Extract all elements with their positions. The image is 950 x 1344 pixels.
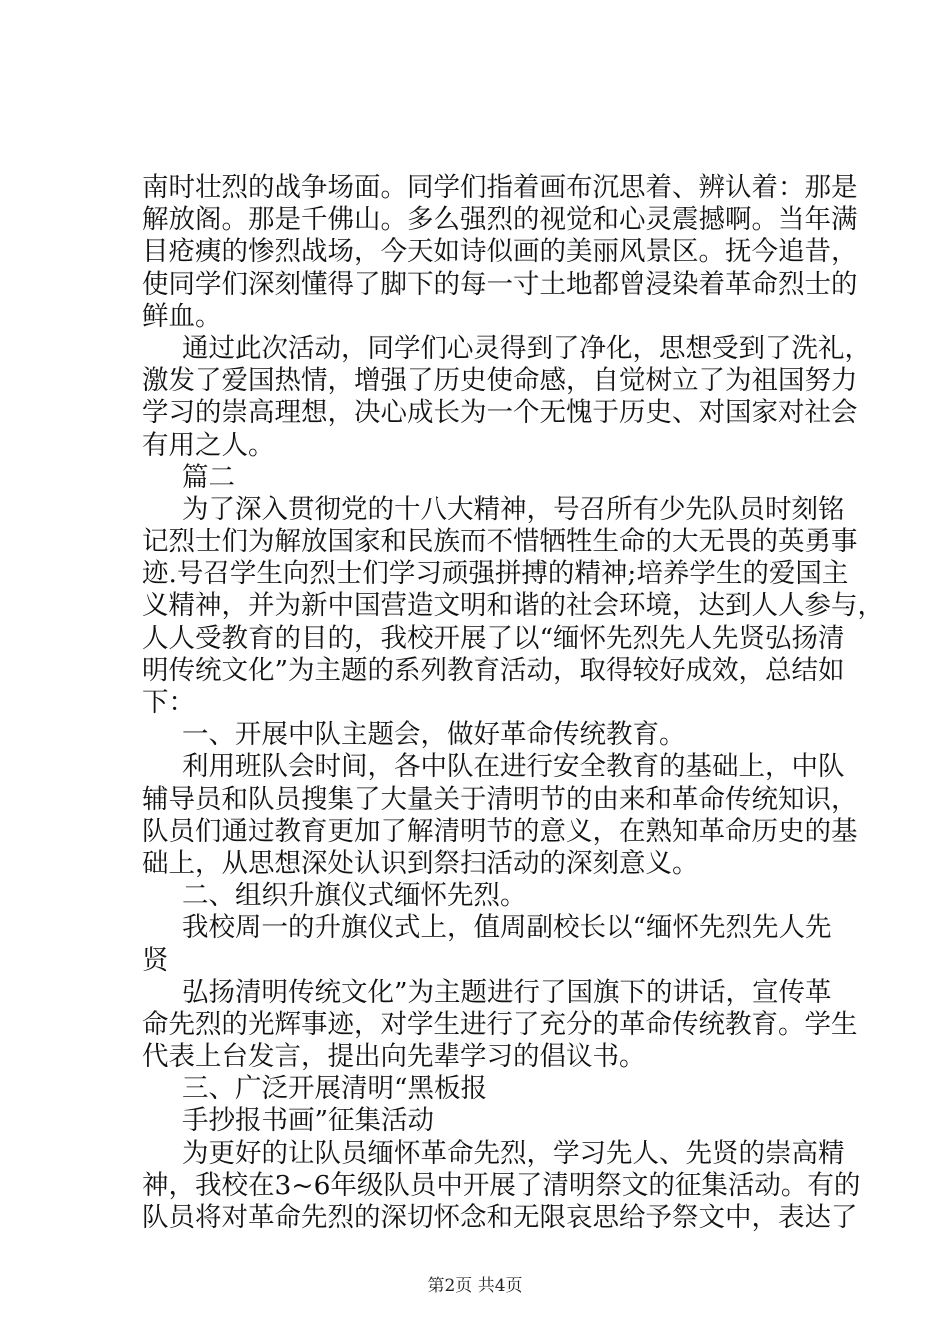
text-line: 下：	[142, 687, 195, 718]
text-line: 南时壮烈的战争场面。同学们指着画布沉思着、辨认着：那是	[142, 172, 858, 203]
text-line: 队员们通过教育更加了解清明节的意义，在熟知革命历史的基	[142, 815, 858, 847]
text-line: 神，我校在3~6年级队员中开展了清明祭文的征集活动。有的	[142, 1169, 861, 1201]
text-line: 为了深入贯彻党的十八大精神，号召所有少先队员时刻铭	[182, 493, 845, 525]
text-line: 鲜血。	[142, 300, 222, 332]
text-line: 二、组织升旗仪式缅怀先烈。	[182, 880, 527, 912]
text-line: 解放阁。那是千佛山。多么强烈的视觉和心灵震撼啊。当年满	[142, 204, 858, 236]
text-line: 义精神，并为新中国营造文明和谐的社会环境，达到人人参与，	[142, 590, 884, 622]
page-footer: 第2页 共4页	[427, 1276, 523, 1296]
text-line: 迹.号召学生向烈士们学习顽强拼搏的精神;培养学生的爱国主	[142, 558, 849, 590]
text-line: 有用之人。	[142, 429, 275, 461]
text-line: 队员将对革命先烈的深切怀念和无限哀思给予祭文中，表达了	[142, 1202, 858, 1233]
text-line: 使同学们深刻懂得了脚下的每一寸土地都曾浸染着革命烈士的	[142, 268, 858, 300]
text-line: 激发了爱国热情，增强了历史使命感，自觉树立了为祖国努力	[142, 365, 858, 397]
text-line: 记烈士们为解放国家和民族而不惜牺牲生命的大无畏的英勇事	[142, 526, 858, 558]
text-line: 辅导员和队员搜集了大量关于清明节的由来和革命传统知识，	[142, 783, 858, 815]
text-line: 学习的崇高理想，决心成长为一个无愧于历史、对国家对社会	[142, 397, 858, 429]
text-line: 代表上台发言，提出向先辈学习的倡议书。	[142, 1041, 646, 1073]
text-line: 手抄报书画”征集活动	[182, 1105, 435, 1137]
document-body	[142, 172, 884, 1234]
text-line: 利用班队会时间，各中队在进行安全教育的基础上，中队	[182, 751, 845, 783]
text-line: 贤	[142, 944, 169, 976]
text-line: 命先烈的光辉事迹，对学生进行了充分的革命传统教育。学生	[142, 1008, 858, 1040]
text-line: 三、广泛开展清明“黑板报	[182, 1073, 488, 1105]
text-line: 我校周一的升旗仪式上，值周副校长以“缅怀先烈先人先	[182, 912, 832, 944]
text-line: 弘扬清明传统文化”为主题进行了国旗下的讲话，宣传革	[182, 976, 832, 1008]
text-line: 通过此次活动，同学们心灵得到了净化，思想受到了洗礼，	[182, 332, 871, 364]
text-line: 一、开展中队主题会，做好革命传统教育。	[182, 719, 686, 751]
text-line: 目疮痍的惨烈战场，今天如诗似画的美丽风景区。抚今追昔，	[142, 236, 858, 268]
text-line: 为更好的让队员缅怀革命先烈，学习先人、先贤的崇高精	[182, 1137, 845, 1169]
text-line: 人人受教育的目的，我校开展了以“缅怀先烈先人先贤弘扬清	[142, 622, 845, 654]
text-line: 明传统文化”为主题的系列教育活动，取得较好成效，总结如	[142, 654, 845, 686]
text-line: 篇二	[182, 461, 235, 493]
text-line: 础上，从思想深处认识到祭扫活动的深刻意义。	[142, 847, 699, 879]
